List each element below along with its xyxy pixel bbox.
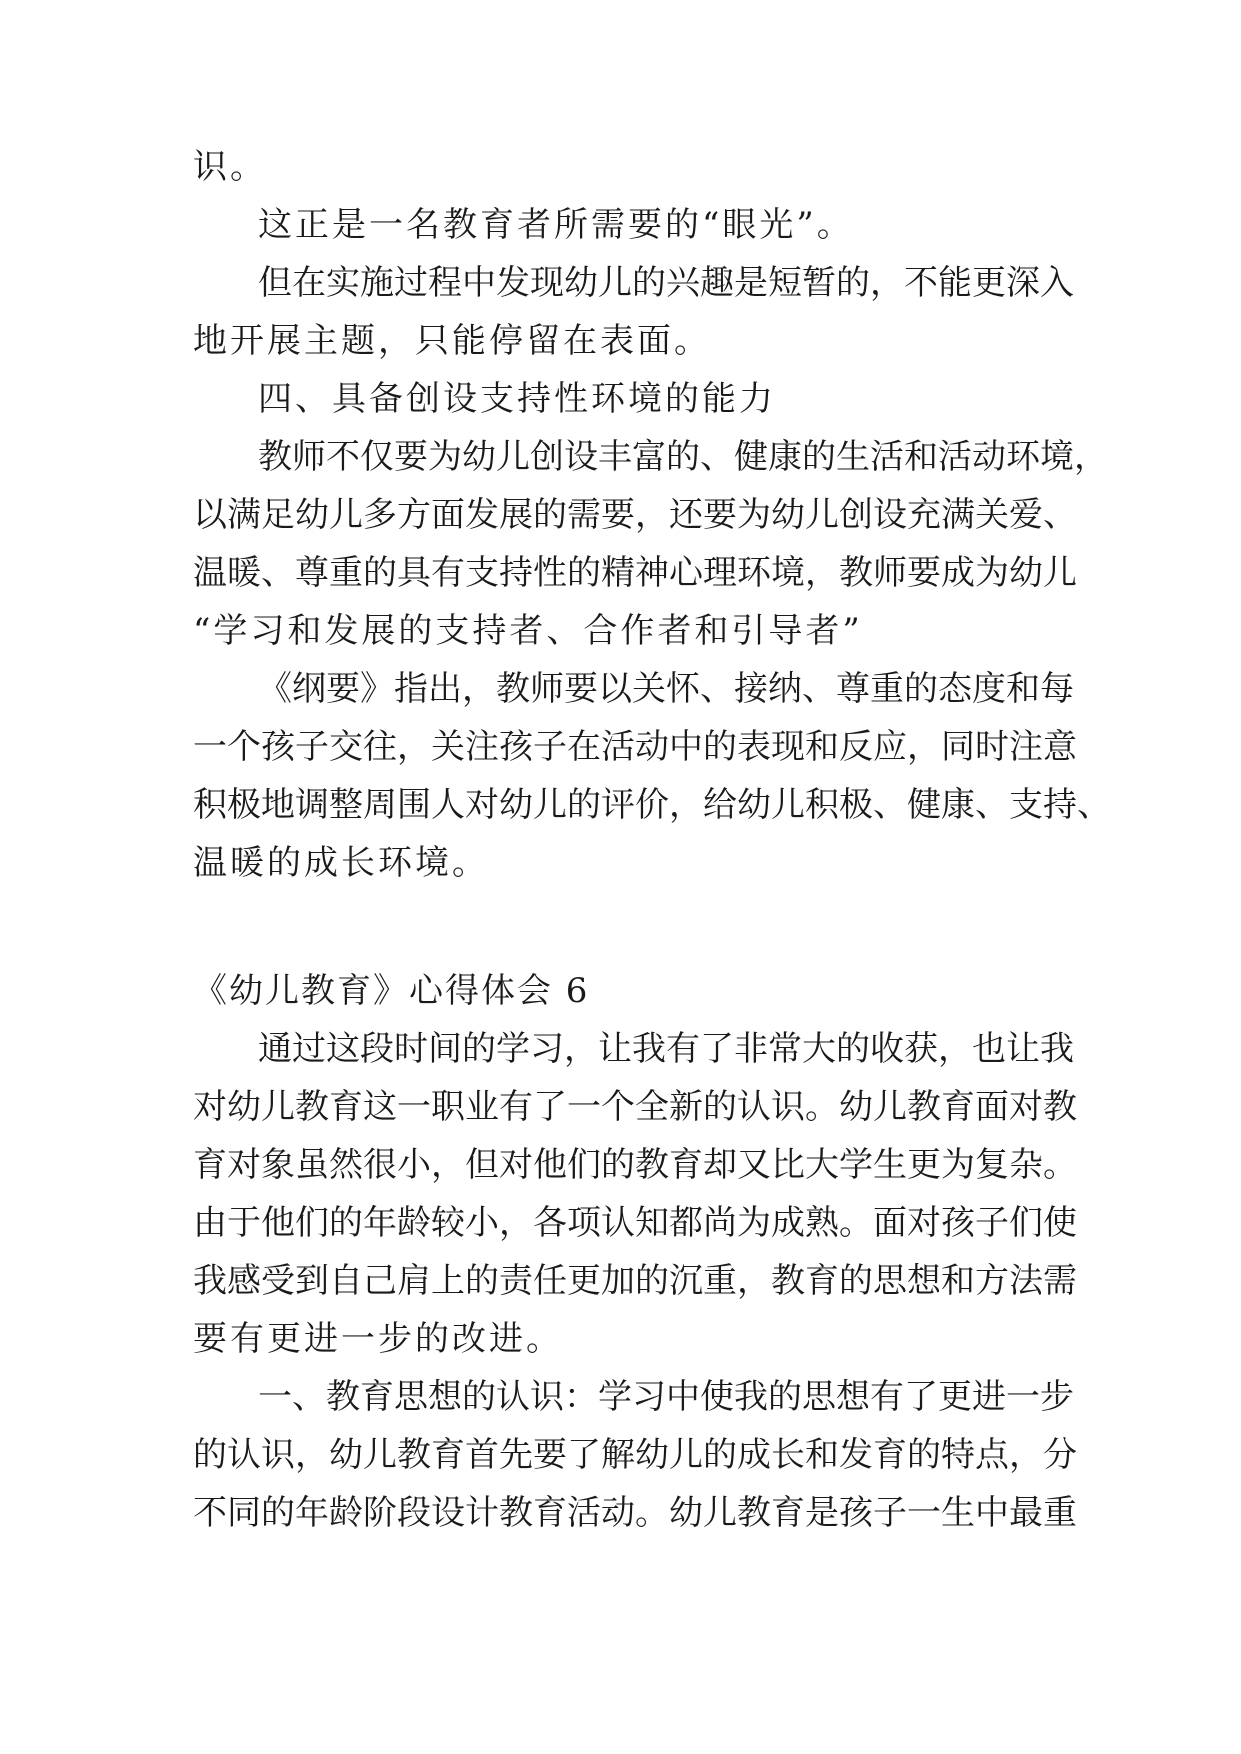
text-line: 育对象虽然很小，但对他们的教育却又比大学生更为复杂。 [193, 1145, 1077, 1185]
text-line: 的认识，幼儿教育首先要了解幼儿的成长和发育的特点，分 [193, 1435, 1077, 1475]
text-line: 一个孩子交往，关注孩子在活动中的表现和反应，同时注意 [193, 727, 1077, 767]
text-line: 教师不仅要为幼儿创设丰富的、健康的生活和活动环境， [258, 437, 1108, 477]
text-line: 温暖的成长环境。 [193, 843, 489, 883]
text-line: 这正是一名教育者所需要的“眼光”。 [258, 205, 854, 245]
text-line: 不同的年龄阶段设计教育活动。幼儿教育是孩子一生中最重 [193, 1493, 1077, 1533]
text-line: 温暖、尊重的具有支持性的精神心理环境，教师要成为幼儿 [193, 553, 1077, 593]
text-line: 通过这段时间的学习，让我有了非常大的收获，也让我 [258, 1029, 1074, 1069]
section-title: 《幼儿教育》心得体会 6 [193, 971, 590, 1011]
text-line: 《纲要》指出，教师要以关怀、接纳、尊重的态度和每 [258, 669, 1074, 709]
text-line: 以满足幼儿多方面发展的需要，还要为幼儿创设充满关爱、 [193, 495, 1077, 535]
text-line: 要有更进一步的改进。 [193, 1319, 563, 1359]
text-line: 地开展主题，只能停留在表面。 [193, 321, 711, 361]
text-line: 四、具备创设支持性环境的能力 [258, 379, 776, 419]
text-line: 一、教育思想的认识：学习中使我的思想有了更进一步 [258, 1377, 1074, 1417]
text-line: 我感受到自己肩上的责任更加的沉重，教育的思想和方法需 [193, 1261, 1077, 1301]
text-line: “学习和发展的支持者、合作者和引导者” [193, 611, 863, 651]
text-line: 对幼儿教育这一职业有了一个全新的认识。幼儿教育面对教 [193, 1087, 1077, 1127]
text-line: 由于他们的年龄较小，各项认知都尚为成熟。面对孩子们使 [193, 1203, 1077, 1243]
text-line: 但在实施过程中发现幼儿的兴趣是短暂的，不能更深入 [258, 263, 1074, 303]
text-line: 积极地调整周围人对幼儿的评价，给幼儿积极、健康、支持、 [193, 785, 1111, 825]
text-line: 识。 [193, 147, 267, 187]
